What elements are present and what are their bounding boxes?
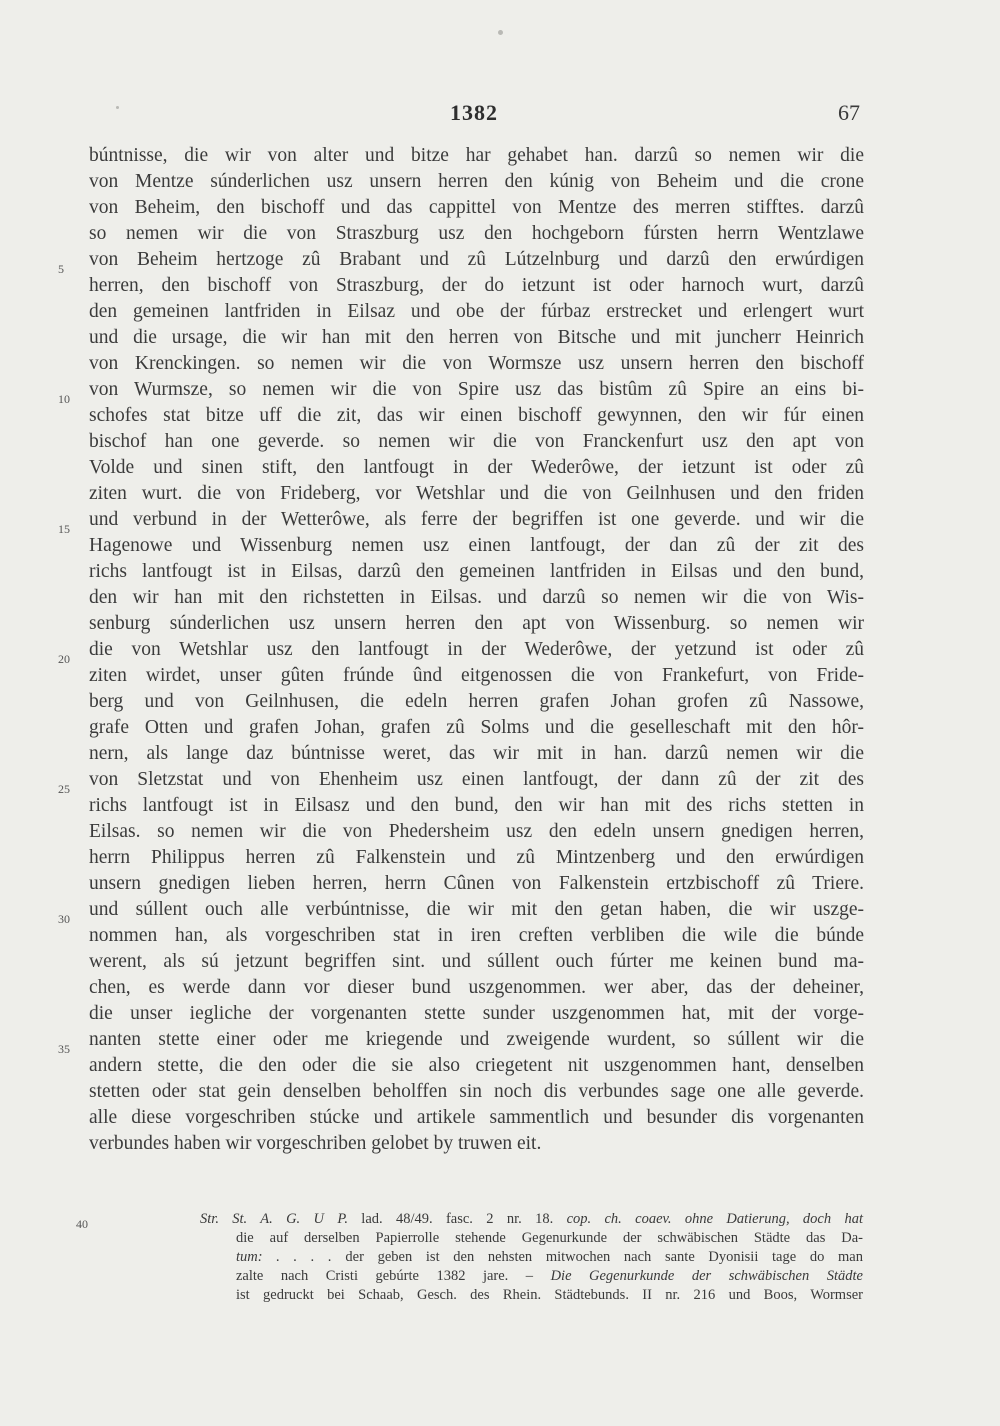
body-line: herren, den bischoff von Straszburg, der do ietzunt ist oder harnoch wurt, darzû	[89, 275, 864, 296]
footnote-quotation: zalte nach Cristi gebúrte 1382 jare. –	[236, 1268, 551, 1284]
footnote-line-number: 40	[76, 1217, 88, 1231]
body-line: die unser iegliche der vorgenanten stette sunder uszgenommen hat, mit der vorge-	[89, 1003, 864, 1024]
body-line: so nemen wir die von Straszburg usz den hochgeborn fúrsten herrn Wentzlawe	[89, 223, 864, 244]
footnote-remark: tum: . . . .	[236, 1249, 346, 1265]
body-line: herrn Philippus herren zû Falkenstein und zû Mintzenberg und den erwúrdigen	[89, 847, 864, 868]
body-line: Eilsas. so nemen wir die von Phedersheim usz den edeln unsern gnedigen herren,	[89, 821, 864, 842]
body-line: nommen han, als vorgeschriben stat in iren creften verbliben die wile die búnde	[89, 925, 864, 946]
body-line: von Krenckingen. so nemen wir die von Wormsze usz unsern herren den bischoff	[89, 353, 864, 374]
body-line: und die ursage, die wir han mit den herren von Bitsche und mit juncherr Heinrich	[89, 327, 864, 348]
footnote-remark: cop. ch. coaev. ohne Datierung, doch hat	[566, 1211, 863, 1227]
body-line: verbundes haben wir vorgeschriben gelobet by truwen eit.	[89, 1133, 542, 1154]
footnote-quotation: der geben ist den nehsten mitwochen nach sante Dyonisii tage do man	[345, 1249, 863, 1265]
body-line: ziten wirdet, unser gûten frúnde ûnd eitgenossen die von Frankefurt, von Fride-	[89, 665, 864, 686]
line-number: 20	[58, 652, 70, 666]
body-line: von Beheim hertzoge zû Brabant und zû Lútzelnburg und darzû den erwúrdigen	[89, 249, 864, 270]
body-line: chen, es werde dann vor dieser bund uszgenommen. wer aber, das der deheiner,	[89, 977, 864, 998]
header-year: 1382	[450, 100, 498, 125]
line-number: 15	[58, 522, 70, 536]
page-number: 67	[838, 100, 860, 125]
body-line: schofes stat bitze uff die zit, das wir einen bischoff gewynnen, den wir fúr einen	[89, 405, 864, 426]
body-line: senburg súnderlichen usz unsern herren den apt von Wissenburg. so nemen wir	[89, 613, 864, 634]
body-line: von Beheim, den bischoff und das cappittel von Mentze des merren stifftes. darzû	[89, 197, 864, 218]
body-line: richs lantfougt ist in Eilsas, darzû den gemeinen lantfriden in Eilsas und den bund,	[89, 561, 864, 582]
line-number: 30	[58, 912, 70, 926]
body-line: und súllent ouch alle verbúntnisse, die wir mit den getan haben, die wir uszge-	[89, 899, 864, 920]
body-line: werent, als sú jetzunt begriffen sint. und súllent ouch fúrter me keinen bund ma-	[89, 951, 864, 972]
body-line: den wir han mit den richstetten in Eilsas. und darzû so nemen wir die von Wis-	[89, 587, 864, 608]
body-line: andern stette, die den oder die sie also criegetent nit uszgenommen hant, denselben	[89, 1055, 864, 1076]
body-line: nanten stette einer oder me kriegende und zweigende wurdent, so súllent wir die	[89, 1029, 864, 1050]
footnote-reference: lad. 48/49. fasc. 2 nr. 18.	[347, 1211, 567, 1227]
footnote-line: ist gedruckt bei Schaab, Gesch. des Rhein. Städtebunds. II nr. 216 und Boos, Wormser	[236, 1287, 863, 1303]
footnote-line: die auf derselben Papierrolle stehende Gegenurkunde der schwäbischen Städte das Da-	[236, 1230, 863, 1246]
line-number: 25	[58, 782, 70, 796]
footnote-line	[236, 1267, 863, 1286]
body-line: von Mentze súnderlichen usz unsern herren den kúnig von Beheim und die crone	[89, 171, 864, 192]
body-line: bischof han one geverde. so nemen wir die von Franckenfurt usz den apt von	[89, 431, 864, 452]
body-line: richs lantfougt ist in Eilsasz und den bund, den wir han mit des richs stetten in	[89, 795, 864, 816]
footnote-line	[236, 1248, 863, 1267]
body-line: Hagenowe und Wissenburg nemen usz einen lantfougt, der dan zû der zit des	[89, 535, 864, 556]
body-line: stetten oder stat gein denselben beholffen sin noch dis verbundes sage one alle geverde.	[89, 1081, 864, 1102]
line-number: 10	[58, 392, 70, 406]
line-number: 35	[58, 1042, 70, 1056]
running-header	[0, 100, 1000, 134]
body-line: den gemeinen lantfriden in Eilsaz und obe der fúrbaz erstrecket und erlengert wurt	[89, 301, 864, 322]
body-line: die von Wetshlar usz den lantfougt in der Wederôwe, der yetzund ist oder zû	[89, 639, 864, 660]
body-line: unsern gnedigen lieben herren, herrn Cûnen von Falkenstein ertzbischoff zû Triere.	[89, 873, 864, 894]
footnote-source: Str. St. A. G. U P.	[200, 1211, 348, 1227]
paper-speck	[498, 30, 503, 35]
body-line: grafe Otten und grafen Johan, grafen zû Solms und die geselleschaft mit den hôr-	[89, 717, 864, 738]
body-line: Volde und sinen stift, den lantfougt in der Wederôwe, der ietzunt ist oder zû	[89, 457, 864, 478]
body-line: búntnisse, die wir von alter und bitze har gehabet han. darzû so nemen wir die	[89, 145, 864, 166]
body-line: und verbund in der Wetterôwe, als ferre der begriffen ist one geverde. und wir die	[89, 509, 864, 530]
body-line: von Wurmsze, so nemen wir die von Spire usz das bistûm zû Spire an eins bi-	[89, 379, 864, 400]
body-line: ziten wurt. die von Frideberg, vor Wetshlar und die von Geilnhusen und den friden	[89, 483, 864, 504]
body-line: nern, als lange daz búntnisse weret, das wir mit in han. darzû nemen wir die	[89, 743, 864, 764]
footnote-remark: Die Gegenurkunde der schwäbischen Städte	[550, 1268, 863, 1284]
body-line: von Sletzstat und von Ehenheim usz einen lantfougt, der dann zû der zit des	[89, 769, 864, 790]
footnote-line	[200, 1210, 863, 1229]
body-line: alle diese vorgeschriben stúcke und artikele sammentlich und besunder dis vorgenanten	[89, 1107, 864, 1128]
body-line: berg und von Geilnhusen, die edeln herren grafen Johan grofen zû Nassowe,	[89, 691, 864, 712]
line-number: 5	[58, 262, 64, 276]
